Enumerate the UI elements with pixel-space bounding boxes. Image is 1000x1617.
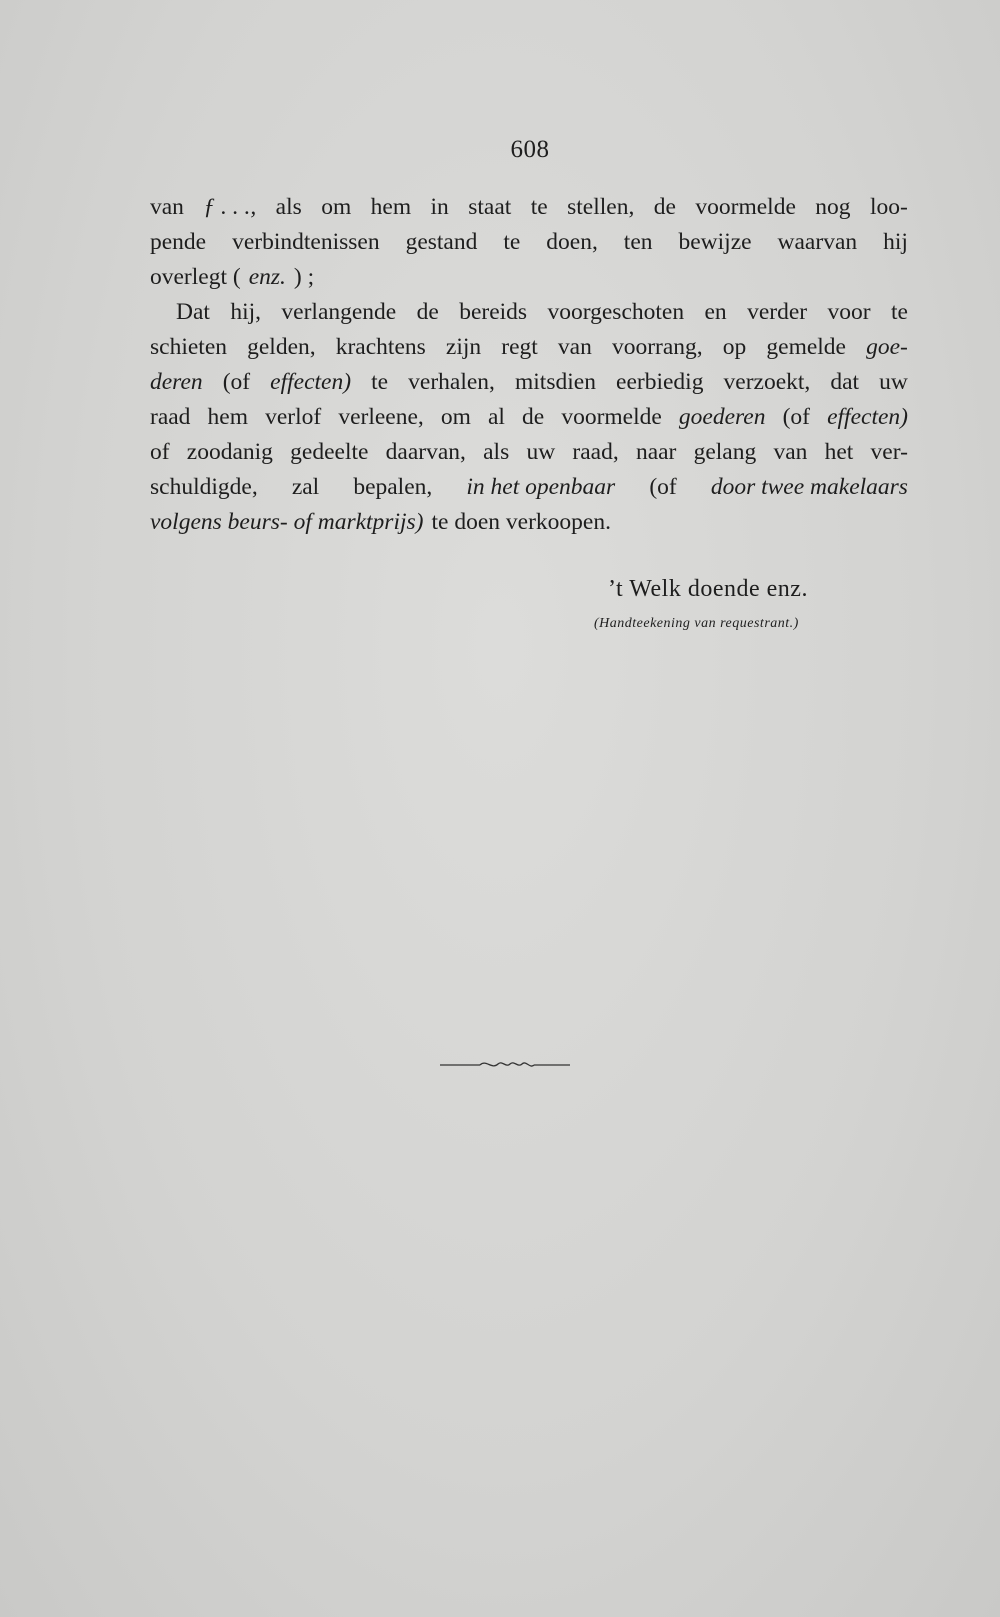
word: pende bbox=[150, 229, 207, 255]
word: gestand bbox=[405, 229, 478, 255]
word: (of bbox=[782, 404, 810, 430]
page-number: 608 bbox=[510, 136, 550, 163]
text-line bbox=[150, 470, 908, 505]
word: eerbiedig bbox=[616, 369, 704, 395]
text-run bbox=[150, 260, 322, 295]
signature-placeholder: (Handteekening van requestrant.) bbox=[594, 616, 799, 631]
word: schuldigde, bbox=[150, 474, 258, 500]
word: deren bbox=[150, 369, 203, 395]
text-line bbox=[150, 225, 908, 260]
word: voor bbox=[827, 299, 871, 325]
word: om bbox=[321, 194, 352, 220]
text-line bbox=[150, 260, 908, 295]
word: ver- bbox=[870, 439, 908, 465]
word: voorgeschoten bbox=[547, 299, 685, 325]
word: uw bbox=[526, 439, 556, 465]
closing-formula: ’t Welk doende enz. bbox=[608, 576, 808, 602]
word: bereids bbox=[459, 299, 528, 325]
text-line bbox=[150, 365, 908, 400]
text-line bbox=[150, 330, 908, 365]
word: verbindtenissen bbox=[232, 229, 380, 255]
word: staat bbox=[468, 194, 512, 220]
word: de bbox=[522, 404, 545, 430]
word: dat bbox=[830, 369, 860, 395]
word: regt bbox=[501, 334, 538, 360]
word: gelden, bbox=[247, 334, 316, 360]
phrase: door twee makelaars bbox=[710, 474, 908, 500]
word: goe- bbox=[866, 334, 908, 360]
word: ƒ . . ., bbox=[203, 194, 257, 220]
word: stellen, bbox=[567, 194, 635, 220]
word: nog bbox=[815, 194, 851, 220]
text-run-italic: enz. bbox=[248, 264, 286, 290]
word: effecten) bbox=[270, 369, 352, 395]
text-line bbox=[150, 190, 908, 225]
word: de bbox=[653, 194, 676, 220]
word: voormelde bbox=[561, 404, 662, 430]
word: ten bbox=[623, 229, 653, 255]
word: bewijze bbox=[678, 229, 752, 255]
word: of bbox=[150, 439, 170, 465]
word: naar bbox=[635, 439, 677, 465]
body-text bbox=[150, 190, 908, 540]
word: van bbox=[150, 194, 184, 220]
word: doen, bbox=[546, 229, 598, 255]
word: verder bbox=[747, 299, 808, 325]
word: voormelde bbox=[695, 194, 796, 220]
phrase: te doen verkoopen. bbox=[431, 509, 611, 535]
word: op bbox=[722, 334, 747, 360]
word: bepalen, bbox=[353, 474, 433, 500]
word: mitsdien bbox=[515, 369, 596, 395]
phrase: volgens beurs- of marktprijs) bbox=[150, 509, 424, 535]
word: Dat bbox=[176, 299, 210, 325]
word: als bbox=[275, 194, 302, 220]
word: te bbox=[530, 194, 548, 220]
word: hij bbox=[883, 229, 908, 255]
word: van bbox=[557, 334, 592, 360]
word: te bbox=[890, 299, 908, 325]
word: (of bbox=[649, 474, 677, 500]
word: verhalen, bbox=[408, 369, 495, 395]
word: al bbox=[487, 404, 505, 430]
word: hem bbox=[207, 404, 248, 430]
word: effecten) bbox=[827, 404, 908, 430]
word: hij, bbox=[230, 299, 262, 325]
word: daarvan, bbox=[385, 439, 466, 465]
word: in bbox=[430, 194, 449, 220]
word: te bbox=[503, 229, 521, 255]
word: verlof bbox=[265, 404, 322, 430]
word: waarvan bbox=[777, 229, 858, 255]
phrase: in het openbaar bbox=[466, 474, 616, 500]
text-line bbox=[150, 435, 908, 470]
text-line bbox=[150, 295, 908, 330]
word: de bbox=[416, 299, 439, 325]
word: gedeelte bbox=[290, 439, 369, 465]
word: als bbox=[483, 439, 510, 465]
word: en bbox=[704, 299, 727, 325]
word: het bbox=[824, 439, 854, 465]
word: krachtens bbox=[335, 334, 426, 360]
word: om bbox=[440, 404, 471, 430]
word: te bbox=[371, 369, 389, 395]
word: zijn bbox=[445, 334, 482, 360]
text-run-plain: ) ; bbox=[293, 264, 315, 290]
word: gemelde bbox=[766, 334, 846, 360]
word: verleene, bbox=[338, 404, 424, 430]
word: raad bbox=[150, 404, 191, 430]
word: (of bbox=[222, 369, 251, 395]
word: verlangende bbox=[281, 299, 397, 325]
word: gelang bbox=[693, 439, 757, 465]
text-line bbox=[150, 400, 908, 435]
word: hem bbox=[370, 194, 412, 220]
word: goederen bbox=[678, 404, 766, 430]
word: raad, bbox=[572, 439, 619, 465]
word: uw bbox=[879, 369, 908, 395]
word: zoodanig bbox=[186, 439, 273, 465]
text-run-plain: overlegt ( bbox=[150, 264, 241, 290]
word: schieten bbox=[150, 334, 227, 360]
word: verzoekt, bbox=[723, 369, 811, 395]
word: van bbox=[773, 439, 808, 465]
flourish-ornament bbox=[440, 1056, 570, 1072]
text-line bbox=[150, 505, 908, 540]
word: loo- bbox=[869, 194, 908, 220]
word: voorrang, bbox=[611, 334, 703, 360]
word: zal bbox=[291, 474, 320, 500]
